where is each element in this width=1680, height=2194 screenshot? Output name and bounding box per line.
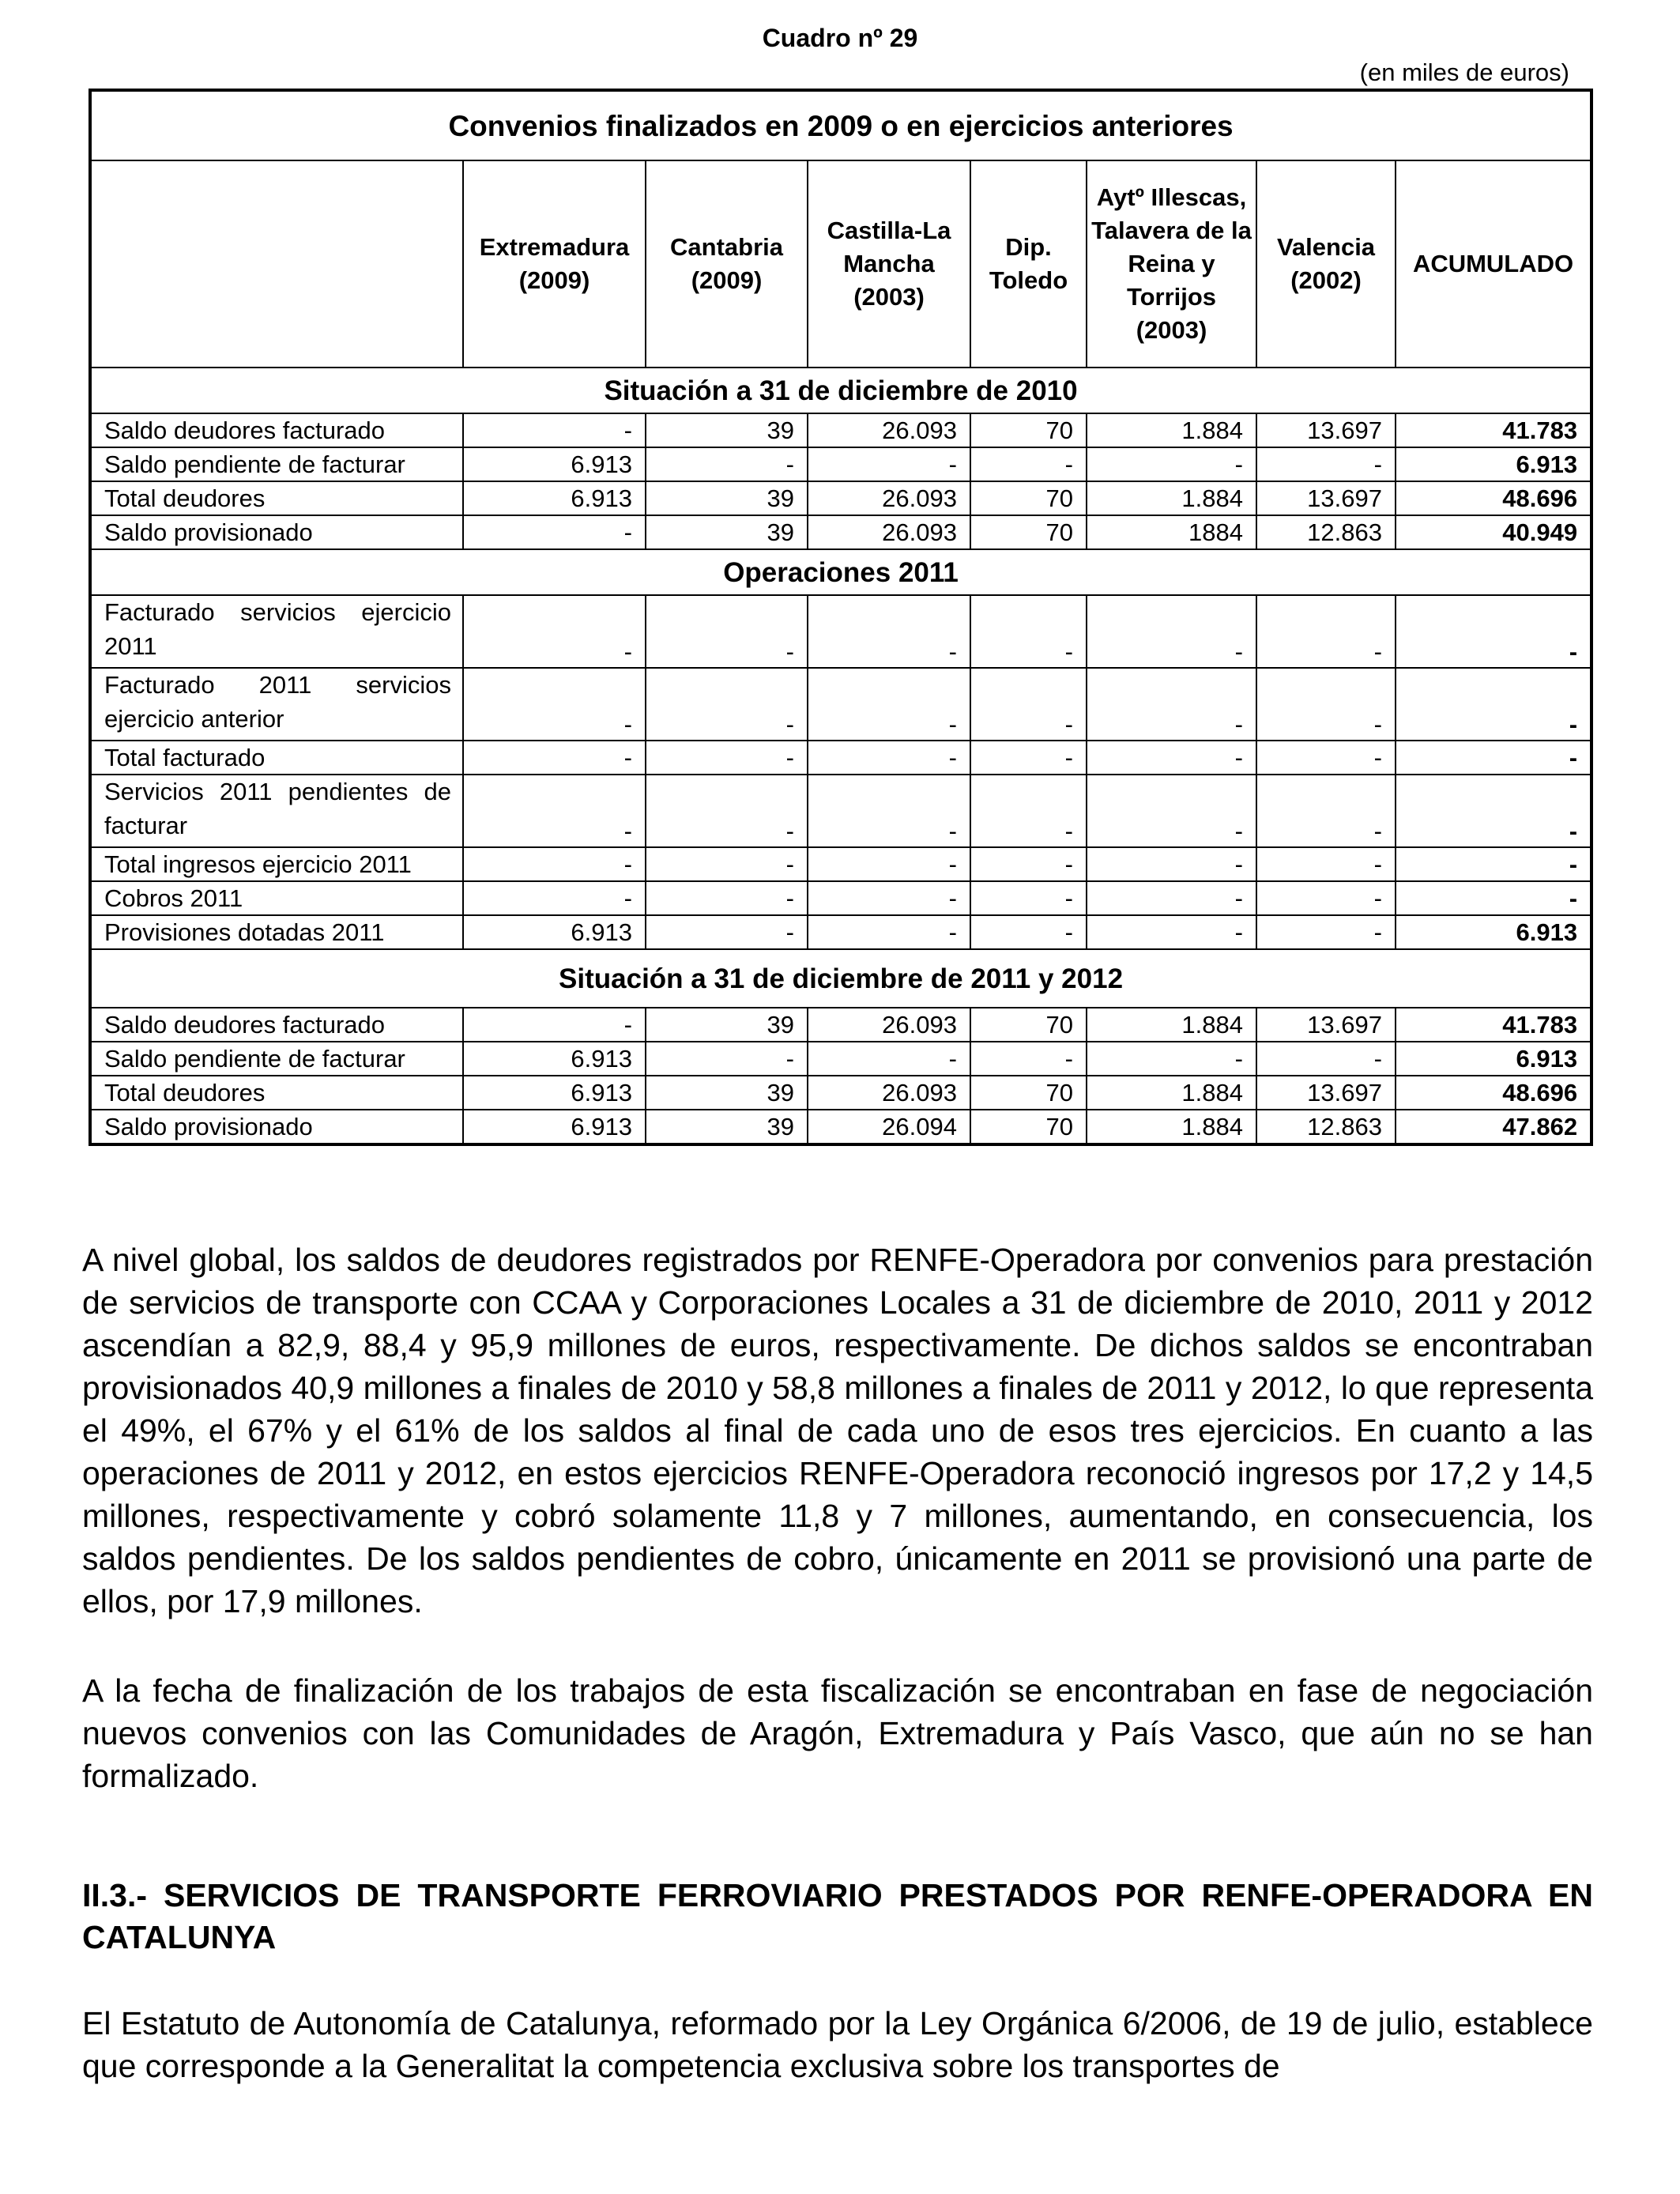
value-cell: 26.093 [808, 1076, 970, 1110]
value-cell: - [646, 847, 808, 881]
row-label: Total ingresos ejercicio 2011 [90, 847, 463, 881]
accumulated-cell: - [1396, 741, 1591, 775]
value-cell: - [1256, 741, 1396, 775]
section-header-row [90, 949, 1591, 1008]
value-cell: 39 [646, 1076, 808, 1110]
row-label: Saldo provisionado [90, 515, 463, 549]
value-cell: - [808, 595, 970, 668]
value-cell: - [808, 881, 970, 915]
accumulated-cell: 47.862 [1396, 1110, 1591, 1144]
value-cell: - [646, 668, 808, 741]
value-cell: - [970, 447, 1087, 481]
value-cell: - [463, 775, 646, 847]
value-cell: - [970, 775, 1087, 847]
value-cell: - [463, 881, 646, 915]
value-cell: 39 [646, 481, 808, 515]
accumulated-cell: - [1396, 668, 1591, 741]
column-header: Cantabria (2009) [646, 160, 808, 368]
value-cell: - [1256, 1042, 1396, 1076]
accumulated-cell: - [1396, 775, 1591, 847]
accumulated-cell: 41.783 [1396, 1008, 1591, 1042]
table-row [90, 1008, 1591, 1042]
value-cell: - [646, 881, 808, 915]
value-cell: - [646, 595, 808, 668]
value-cell: - [1087, 915, 1256, 949]
section-title: Operaciones 2011 [90, 549, 1591, 595]
value-cell: - [1087, 847, 1256, 881]
value-cell: 26.093 [808, 515, 970, 549]
row-label: Saldo pendiente de facturar [90, 1042, 463, 1076]
value-cell: 6.913 [463, 481, 646, 515]
section-title: Situación a 31 de diciembre de 2011 y 2012 [90, 949, 1591, 1008]
row-label: Provisiones dotadas 2011 [90, 915, 463, 949]
section-header-row [90, 549, 1591, 595]
value-cell: - [970, 668, 1087, 741]
value-cell: 70 [970, 481, 1087, 515]
value-cell: - [646, 775, 808, 847]
row-label: Servicios 2011 pendientes de facturar [90, 775, 463, 847]
value-cell: 6.913 [463, 1110, 646, 1144]
accumulated-cell: - [1396, 595, 1591, 668]
value-cell: - [1256, 881, 1396, 915]
row-label: Total deudores [90, 481, 463, 515]
value-cell: - [808, 668, 970, 741]
table-row [90, 847, 1591, 881]
accumulated-cell: - [1396, 881, 1591, 915]
table-row [90, 1042, 1591, 1076]
value-cell: 6.913 [463, 1042, 646, 1076]
body-paragraph: A nivel global, los saldos de deudores registrados por RENFE-Operadora por convenios para prestación de servicios de transporte con CCAA y Corporaciones Locales a 31 de diciembre de 2010, 2011 y 2012 ascendían a 82,9, 88,4 y 95,9 millones de euros, respectivamente. De dichos saldos se encontraban provisionados 40,9 millones a finales de 2010 y 58,8 millones a finales de 2011 y 2012, lo que representa el 49%, el 67% y el 61% de los saldos al final de cada uno de esos tres ejercicios. En cuanto a las operaciones de 2011 y 2012, en estos ejercicios RENFE-Operadora reconoció ingresos por 17,2 y 14,5 millones, respectivamente y cobró solamente 11,8 y 7 millones, aumentando, en consecuencia, los saldos pendientes. De los saldos pendientes de cobro, únicamente en 2011 se provisionó una parte de ellos, por 17,9 millones. [82, 1242, 1593, 1619]
row-label: Total deudores [90, 1076, 463, 1110]
value-cell: - [646, 1042, 808, 1076]
value-cell: - [970, 741, 1087, 775]
value-cell: - [1256, 847, 1396, 881]
value-cell: - [646, 741, 808, 775]
value-cell: - [463, 668, 646, 741]
body-paragraph: El Estatuto de Autonomía de Catalunya, reformado por la Ley Orgánica 6/2006, de 19 de julio, establece que corresponde a la Generalitat la competencia exclusiva sobre los transportes de [82, 2005, 1593, 2084]
table-title: Convenios finalizados en 2009 o en ejercicios anteriores [90, 90, 1591, 160]
value-cell: - [970, 915, 1087, 949]
value-cell: - [1087, 881, 1256, 915]
value-cell: 12.863 [1256, 1110, 1396, 1144]
value-cell: - [808, 915, 970, 949]
value-cell: - [1087, 775, 1256, 847]
value-cell: 1.884 [1087, 413, 1256, 447]
value-cell: 13.697 [1256, 413, 1396, 447]
row-label: Saldo deudores facturado [90, 1008, 463, 1042]
value-cell: 1.884 [1087, 1008, 1256, 1042]
table-row [90, 1110, 1591, 1144]
value-cell: - [1087, 447, 1256, 481]
value-cell: - [970, 1042, 1087, 1076]
value-cell: - [808, 847, 970, 881]
value-cell: 12.863 [1256, 515, 1396, 549]
value-cell: - [463, 413, 646, 447]
value-cell: - [970, 595, 1087, 668]
value-cell: - [1256, 775, 1396, 847]
value-cell: - [808, 741, 970, 775]
value-cell: 70 [970, 413, 1087, 447]
accumulated-cell: 48.696 [1396, 481, 1591, 515]
row-label: Saldo deudores facturado [90, 413, 463, 447]
column-header: Valencia (2002) [1256, 160, 1396, 368]
column-header: Castilla-La Mancha (2003) [808, 160, 970, 368]
table-row [90, 1076, 1591, 1110]
value-cell: - [463, 1008, 646, 1042]
value-cell: 26.094 [808, 1110, 970, 1144]
accumulated-cell: 6.913 [1396, 1042, 1591, 1076]
value-cell: 70 [970, 1008, 1087, 1042]
table-row [90, 413, 1591, 447]
convenios-table [89, 89, 1593, 1146]
value-cell: - [1087, 668, 1256, 741]
column-header: ACUMULADO [1396, 160, 1591, 368]
table-row [90, 775, 1591, 847]
table-row [90, 881, 1591, 915]
section-header-row [90, 368, 1591, 413]
table-row [90, 741, 1591, 775]
value-cell: - [1256, 915, 1396, 949]
value-cell: - [1087, 1042, 1256, 1076]
row-label: Total facturado [90, 741, 463, 775]
row-label: Saldo provisionado [90, 1110, 463, 1144]
value-cell: 1.884 [1087, 1076, 1256, 1110]
column-header: Dip. Toledo [970, 160, 1087, 368]
table-row [90, 481, 1591, 515]
value-cell: - [1256, 595, 1396, 668]
value-cell: - [970, 881, 1087, 915]
row-label: Saldo pendiente de facturar [90, 447, 463, 481]
value-cell: - [463, 515, 646, 549]
value-cell: 26.093 [808, 1008, 970, 1042]
accumulated-cell: - [1396, 847, 1591, 881]
accumulated-cell: 48.696 [1396, 1076, 1591, 1110]
column-header: Aytº Illescas, Talavera de la Reina y Torrijos (2003) [1087, 160, 1256, 368]
accumulated-cell: 6.913 [1396, 447, 1591, 481]
value-cell: 70 [970, 1076, 1087, 1110]
value-cell: - [1256, 447, 1396, 481]
accumulated-cell: 40.949 [1396, 515, 1591, 549]
value-cell: 6.913 [463, 915, 646, 949]
value-cell: - [463, 741, 646, 775]
table-caption: Cuadro nº 29 [762, 24, 918, 52]
table-row [90, 447, 1591, 481]
value-cell: - [463, 847, 646, 881]
section-heading: II.3.- SERVICIOS DE TRANSPORTE FERROVIARIO PRESTADOS POR RENFE-OPERADORA EN CATALUNYA [82, 1877, 1593, 1955]
value-cell: 70 [970, 1110, 1087, 1144]
table-row [90, 668, 1591, 741]
value-cell: - [808, 1042, 970, 1076]
value-cell: 26.093 [808, 481, 970, 515]
row-label: Cobros 2011 [90, 881, 463, 915]
table-row [90, 595, 1591, 668]
value-cell: 1.884 [1087, 1110, 1256, 1144]
value-cell: 39 [646, 413, 808, 447]
value-cell: - [1087, 741, 1256, 775]
table-title-row [90, 90, 1591, 160]
value-cell: - [808, 775, 970, 847]
section-title: Situación a 31 de diciembre de 2010 [90, 368, 1591, 413]
column-header: Extremadura (2009) [463, 160, 646, 368]
body-paragraph: A la fecha de finalización de los trabajos de esta fiscalización se encontraban en fase de negociación nuevos convenios con las Comunidades de Aragón, Extremadura y País Vasco, que aún no se han formalizado. [82, 1672, 1593, 1794]
value-cell: 6.913 [463, 1076, 646, 1110]
value-cell: 39 [646, 515, 808, 549]
units-note: (en miles de euros) [1359, 58, 1569, 86]
row-label: Facturado 2011 servicios ejercicio anterior [90, 668, 463, 741]
value-cell: 1884 [1087, 515, 1256, 549]
value-cell: 13.697 [1256, 1076, 1396, 1110]
value-cell: - [808, 447, 970, 481]
value-cell: - [970, 847, 1087, 881]
value-cell: - [463, 595, 646, 668]
header-blank-cell [90, 160, 463, 368]
value-cell: - [1256, 668, 1396, 741]
value-cell: 70 [970, 515, 1087, 549]
table-row [90, 515, 1591, 549]
value-cell: - [646, 447, 808, 481]
table-row [90, 915, 1591, 949]
value-cell: 26.093 [808, 413, 970, 447]
value-cell: 39 [646, 1110, 808, 1144]
value-cell: - [1087, 595, 1256, 668]
value-cell: - [646, 915, 808, 949]
column-header-row [90, 160, 1591, 368]
value-cell: 1.884 [1087, 481, 1256, 515]
accumulated-cell: 41.783 [1396, 413, 1591, 447]
value-cell: 13.697 [1256, 1008, 1396, 1042]
accumulated-cell: 6.913 [1396, 915, 1591, 949]
value-cell: 6.913 [463, 447, 646, 481]
row-label: Facturado servicios ejercicio 2011 [90, 595, 463, 668]
value-cell: 39 [646, 1008, 808, 1042]
value-cell: 13.697 [1256, 481, 1396, 515]
